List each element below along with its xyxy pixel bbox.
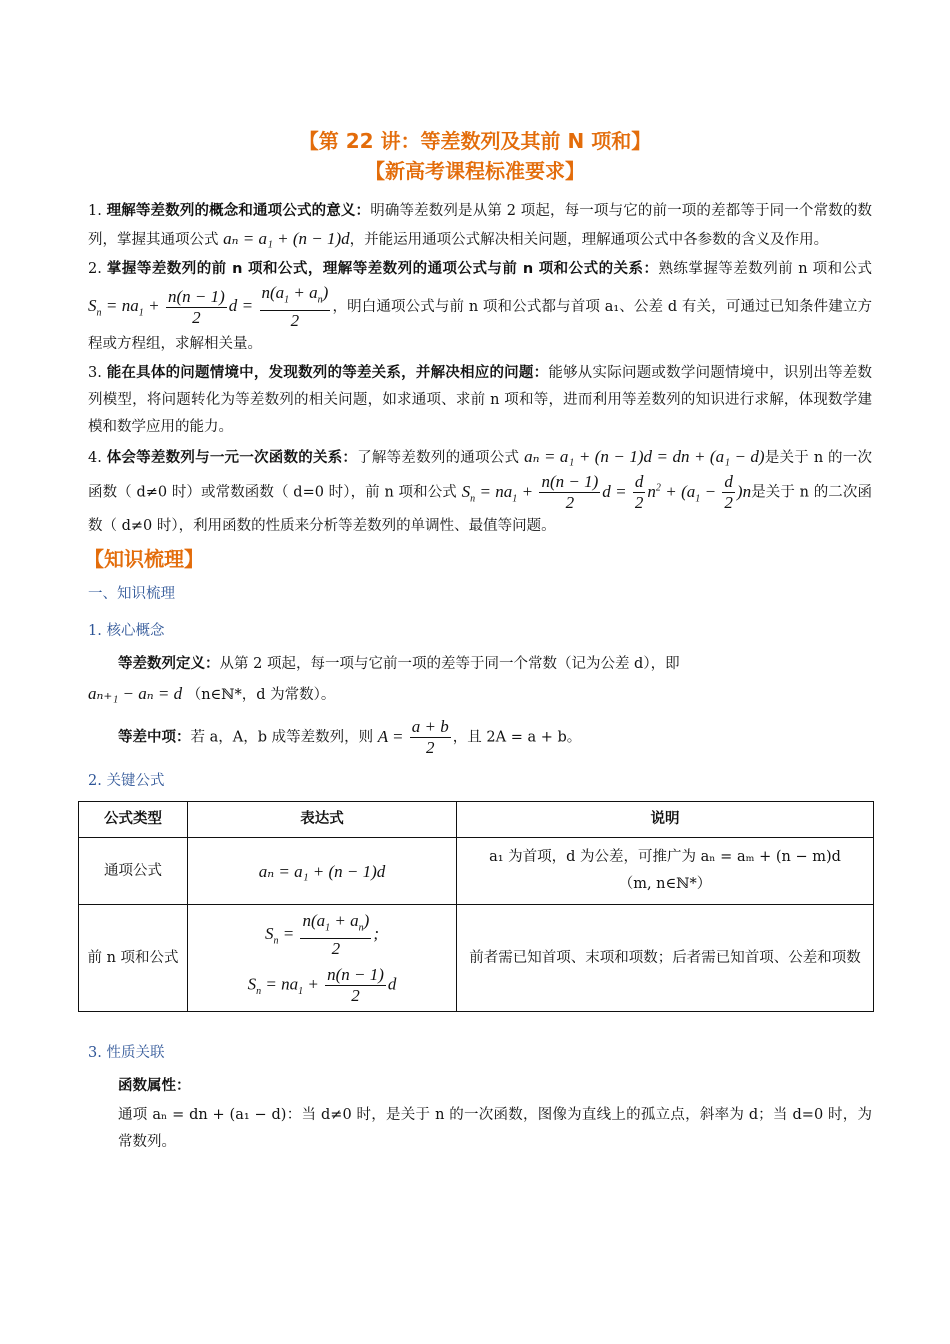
page-title: 【第 22 讲：等差数列及其前 N 项和】 bbox=[298, 129, 652, 153]
requirement-head: 体会等差数列与一元一次函数的关系： bbox=[106, 450, 358, 467]
requirement-text: ，并能运用通项公式解决相关问题，理解通项公式中各参数的含义及作用。 bbox=[349, 232, 829, 248]
requirement-text: 是关于 n 的二次函数（ d≠0 时），利用函数的性质来分析等差数列的单调性、最值等问题。 bbox=[88, 484, 872, 535]
table-cell bbox=[188, 905, 457, 1012]
middle-term-head: 等差中项： bbox=[118, 729, 191, 746]
requirement-text: 是关于 n 的一次函数（ d≠0 时）或常数函数（ d=0 时），前 n 项和公式 bbox=[88, 450, 873, 501]
definition-formula: aₙ₊₁ − aₙ = d bbox=[88, 684, 183, 704]
core-concept-heading: 1. 核心概念 bbox=[88, 623, 165, 640]
middle-term-paragraph bbox=[88, 717, 872, 758]
requirement-text: 熟练掌握等差数列前 n 项和公式 bbox=[658, 261, 873, 277]
table-cell bbox=[457, 838, 874, 905]
middle-term-text: 若 a，A，b 成等差数列，则 bbox=[190, 729, 374, 746]
general-term-formula: aₙ = a₁ + (n − 1)d bbox=[223, 229, 350, 248]
table-cell: 前 n 项和公式 bbox=[79, 905, 188, 1012]
function-text-paragraph bbox=[88, 1102, 872, 1156]
middle-term-formula: A = $\frac{a + b}{2}$ bbox=[377, 717, 449, 758]
definition-text: 从第 2 项起，每一项与它前一项的差等于同一个常数（记为公差 d），即 bbox=[219, 656, 680, 673]
table-cell: 通项公式 bbox=[79, 838, 188, 905]
table-header: 表达式 bbox=[188, 802, 457, 838]
table-cell-text: a₁ 为首项，d 为公差，可推广为 aₙ = aₘ + (n − m)d bbox=[489, 849, 841, 866]
table-header: 说明 bbox=[457, 802, 874, 838]
requirement-head: 理解等差数列的概念和通项公式的意义： bbox=[106, 203, 371, 219]
linear-form-formula: aₙ = a₁ + (n − 1)d = dn + (a₁ − d) bbox=[524, 447, 765, 467]
table-row bbox=[79, 905, 874, 1012]
knowledge-subheading: 一、知识梳理 bbox=[88, 586, 175, 603]
property-heading: 3. 性质关联 bbox=[88, 1045, 165, 1062]
definition-head: 等差数列定义： bbox=[118, 656, 220, 673]
definition-condition: （n∈ℕ*，d 为常数）。 bbox=[186, 687, 336, 704]
requirement-number: 1. bbox=[88, 203, 102, 219]
requirement-number: 2. bbox=[88, 261, 102, 277]
sum-formula-b: $S_n = na_1$ + $\frac{n(n - 1)}{2}$ d bbox=[247, 965, 397, 1006]
requirement-4 bbox=[88, 443, 872, 540]
definition-paragraph bbox=[88, 651, 872, 678]
requirement-number: 3. bbox=[88, 365, 102, 382]
quadratic-sum-formula: $S_n = na_1$ + $\frac{n(n - 1)}{2}$ d = $\frac{d}{2}$ $n^2 + (a_1$ − $\frac{d}{2}$ )n bbox=[461, 472, 752, 513]
table-cell: aₙ = a₁ + (n − 1)d bbox=[188, 838, 457, 905]
middle-term-tail: ，且 2A = a + b。 bbox=[452, 729, 582, 746]
formula-table bbox=[78, 801, 874, 1012]
requirement-text: 了解等差数列的通项公式 bbox=[357, 450, 520, 467]
definition-formula-line bbox=[88, 680, 872, 709]
requirement-head: 能在具体的问题情境中，发现数列的等差关系，并解决相应的问题： bbox=[106, 365, 549, 382]
sum-formula-a: $S_n$ = $\frac{n(a_1 + a_n)}{2}$ ; bbox=[265, 910, 379, 959]
requirement-text: 能够从实际问题或数学问题情境中，识别出等差数列模型，将问题转化为等差数列的相关问题，如求通项、求前 n 项和等，进而利用等差数列的知识进行求解，体现数学建模和数学应用的能力。 bbox=[88, 365, 873, 436]
table-cell: 前者需已知首项、末项和项数；后者需已知首项、公差和项数 bbox=[457, 905, 874, 1012]
requirement-number: 4. bbox=[88, 450, 102, 467]
requirement-head: 掌握等差数列的前 n 项和公式，理解等差数列的通项公式与前 n 项和公式的关系： bbox=[106, 261, 659, 277]
function-head-paragraph bbox=[88, 1073, 872, 1100]
requirement-text: ，明白通项公式与前 n 项和公式都与首项 a₁、公差 d 有关，可通过已知条件建立方程或方程组，求解相关量。 bbox=[88, 299, 872, 353]
table-header: 公式类型 bbox=[79, 802, 188, 838]
function-text: 通项 aₙ = dn + (a₁ − d)：当 d≠0 时，是关于 n 的一次函数，图像为直线上的孤立点，斜率为 d；当 d=0 时，为常数列。 bbox=[118, 1107, 872, 1151]
table-cell-text: （m, n∈ℕ*） bbox=[618, 876, 712, 893]
page-subtitle: 【新高考课程标准要求】 bbox=[365, 159, 585, 183]
requirement-3 bbox=[88, 360, 872, 441]
sum-formula: $S_n = na_1$ + $\frac{n(n - 1)}{2}$ d = $\frac{n(a_1 + a_n)}{2}$ bbox=[88, 283, 329, 331]
function-head: 函数属性： bbox=[118, 1078, 191, 1095]
key-formula-heading: 2. 关键公式 bbox=[88, 773, 165, 790]
content bbox=[84, 198, 873, 1158]
requirement-text: 明确等差数列是从第 2 项起，每一项与它的前一项的差都等于同一个常数的数列，掌握其通项公式 bbox=[88, 203, 872, 248]
table-row bbox=[79, 838, 874, 905]
knowledge-title: 【知识梳理】 bbox=[84, 547, 204, 572]
requirement-1 bbox=[88, 198, 872, 254]
requirement-2 bbox=[88, 256, 872, 358]
table-header-row bbox=[79, 802, 874, 838]
